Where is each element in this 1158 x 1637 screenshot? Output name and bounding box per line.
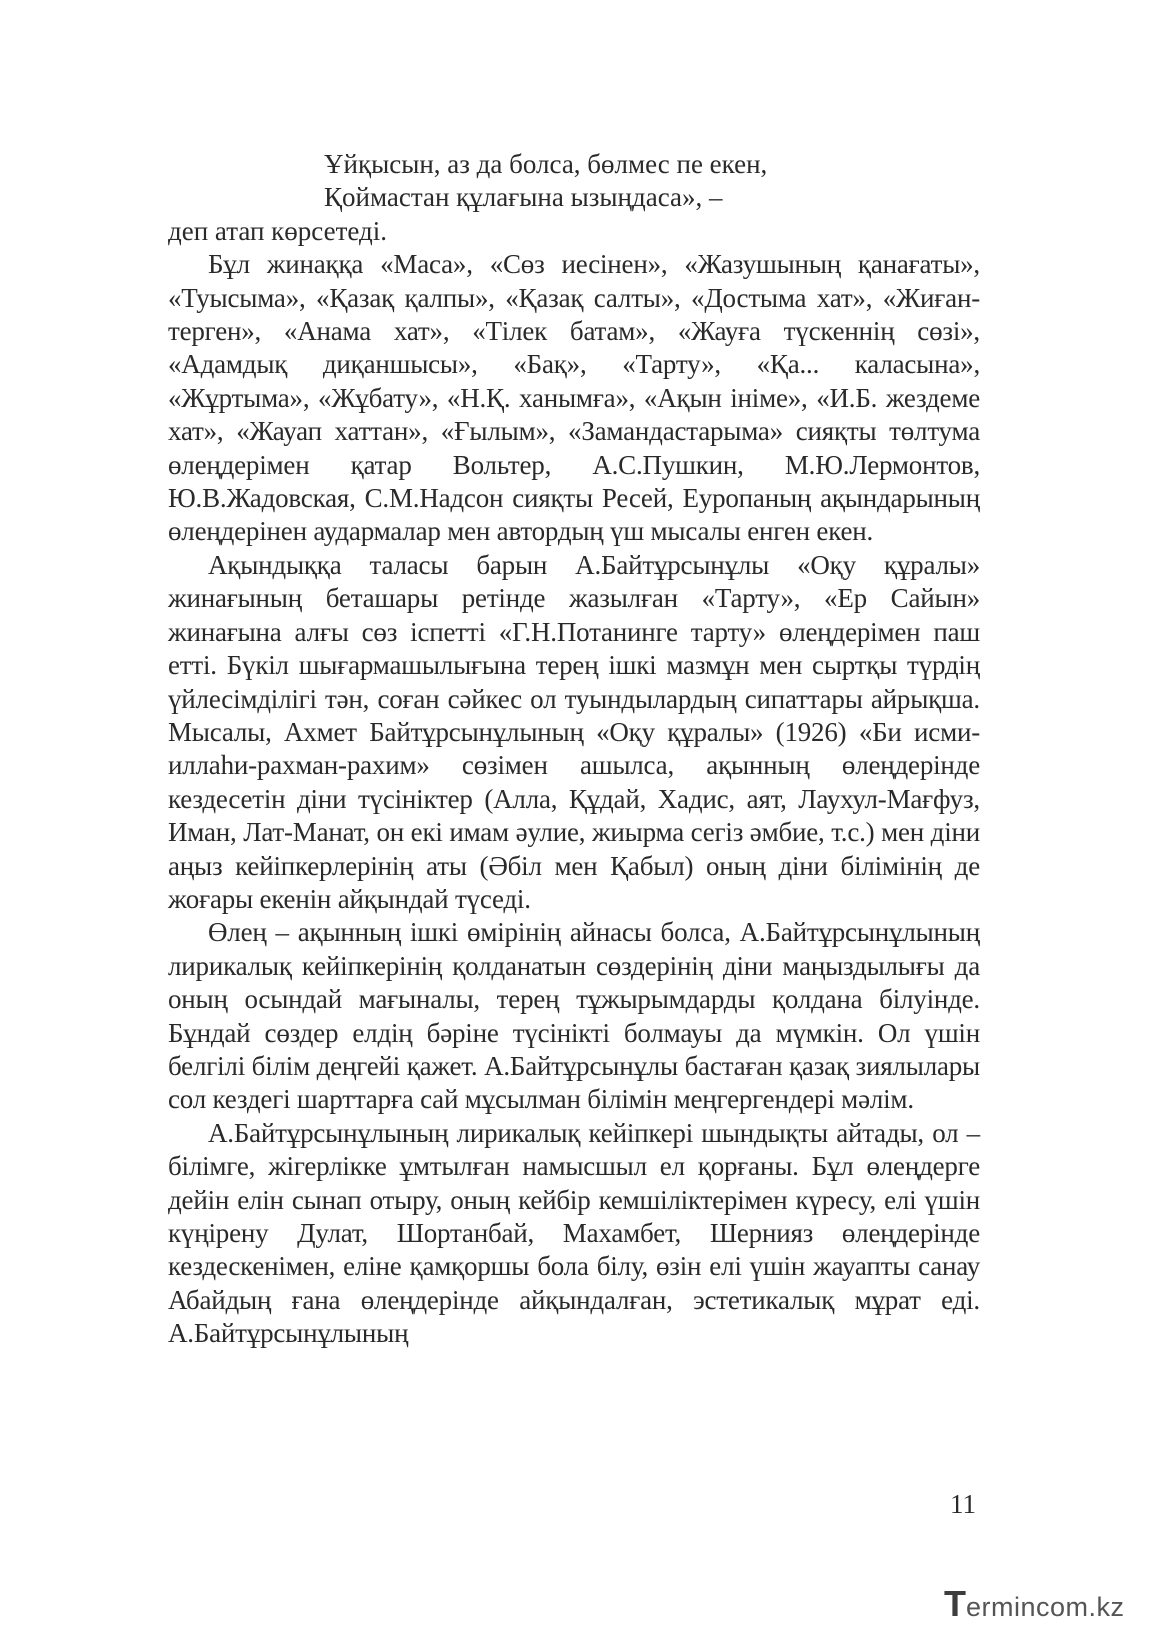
verse-line: Қоймастан құлағына ызыңдаса», – [324,182,723,213]
paragraph: Бұл жинаққа «Маса», «Сөз иесінен», «Жазушының қанағаты», «Туысыма», «Қазақ қалпы», «Қазақ салты», «Достыма хат», «Жиған-терген», «Анама хат», «Тілек батам», «Жауға түскеннің сөзі», «Адамдық диқаншысы», «Бақ», «Тарту», «Қа... каласына», «Жұртыма», «Жұбату», «Н.Қ. ханымға», «Ақын ініме», «И.Б. жездеме хат», «Жауап хаттан», «Ғылым», «Замандастарыма» сияқты төлтума өлеңдерімен қатар Вольтер, А.С.Пушкин, М.Ю.Лермонтов, Ю.В.Жадовская, С.М.Надсон сияқты Ресей, Еуропаның ақындарының өлеңдерінен аудармалар мен автордың үш мысалы енген екен. [168,249,980,547]
paragraph: Өлең – ақынның ішкі өмірінің айнасы болса, А.Байтұрсынұлының лирикалық кейіпкерінің қолданатын сөздерінің діни маңыздылығы да оның осындай мағыналы, терең тұжырымдарды қолдана білуінде. Бұндай сөздер елдің бәріне түсінікті болмауы да мүмкін. Ол үшін белгілі білім деңгейі қажет. А.Байтұрсынұлы бастаған қазақ зиялылары сол кездегі шарттарға сай мұсылман білімін меңгергендері мәлім. [168,917,980,1115]
verse-line: Ұйқысын, аз да болса, бөлмес пе екен, [324,149,768,179]
verse-block [168,148,980,215]
page-number: 11 [950,1489,976,1519]
lead-line: деп атап көрсетеді. [168,215,387,246]
logo-letter-mark: T [944,1583,966,1624]
watermark-logo [944,1582,1125,1622]
paragraph: Ақындыққа таласы барын А.Байтұрсынұлы «Оқу құралы» жинағының беташары ретінде жазылған «Тарту», «Ер Сайын» жинағына алғы сөз іспетті «Г.Н.Потанинге тарту» өлеңдерімен паш етті. Бүкіл шығармашылығына терең ішкі мазмұн мен сыртқы түрдің үйлесімділігі тән, соған сәйкес ол туындылардың сипаттары айрықша. Мысалы, Ахмет Байтұрсынұлының «Оқу құралы» (1926) «Би исми-иллаһи-рахман-рахим» сөзімен ашылса, ақынның өлеңдерінде кездесетін діни түсініктер (Алла, Құдай, Хадис, аят, Лаухул-Мағфуз, Иман, Лат-Манат, он екі имам әулие, жиырма сегіз әмбие, т.с.) мен діни аңыз кейіпкерлерінің аты (Әбіл мен Қабыл) оның діни білімінің де жоғары екенін айқындай түседі. [168,549,980,914]
paragraph: А.Байтұрсынұлының лирикалық кейіпкері шындықты айтады, ол – білімге, жігерлікке ұмтылған намысшыл ел қорғаны. Бұл өлеңдерге дейін елін сынап отыру, оның кейбір кемшіліктерімен күресу, елі үшін күңірену Дулат, Шортанбай, Махамбет, Шернияз өлеңдерінде кездескенімен, еліне қамқоршы бола білу, өзін елі үшін жауапты санау Абайдың ғана өлеңдерінде айқындалған, эстетикалық мұрат еді. А.Байтұрсынұлының [168,1117,980,1349]
page-body [168,148,980,1351]
logo-wordmark: ermincom.kz [966,1592,1125,1622]
